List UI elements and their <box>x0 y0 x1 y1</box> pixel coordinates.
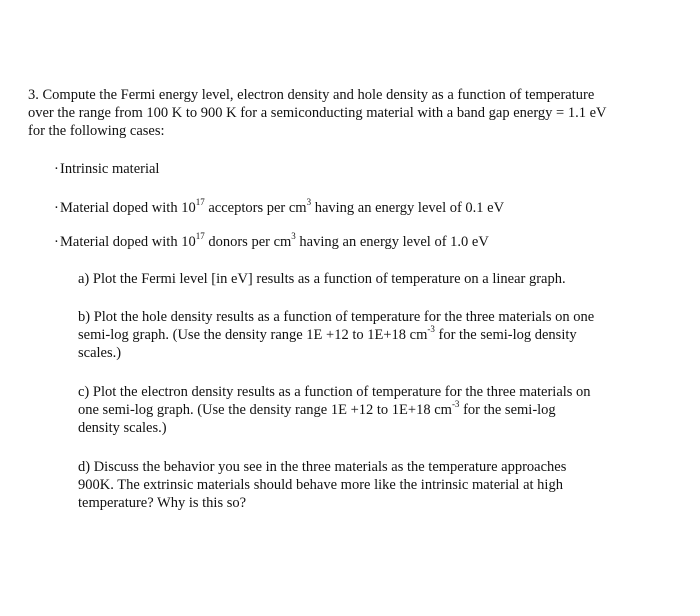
case-donor-doped <box>54 233 654 251</box>
part-b-line-2-pre: semi-log graph. (Use the density range 1E +12 to 1E+18 cm <box>78 327 428 343</box>
part-c <box>78 383 658 437</box>
acceptor-text-pre: Material doped with 10 <box>60 200 196 216</box>
acceptor-text-post: having an energy level of 0.1 eV <box>311 200 505 216</box>
part-c-line-2-pre: one semi-log graph. (Use the density range 1E +12 to 1E+18 cm <box>78 402 452 418</box>
problem-line-3: for the following cases: <box>28 123 165 139</box>
part-c-exponent: -3 <box>451 399 460 410</box>
problem-statement <box>28 86 678 140</box>
part-c-line-3: density scales.) <box>78 420 167 436</box>
part-b-line-3: scales.) <box>78 345 122 361</box>
case-intrinsic <box>54 160 654 178</box>
part-c-line-2 <box>78 401 658 419</box>
part-d <box>78 458 658 512</box>
part-b-line-2 <box>78 326 658 344</box>
acceptor-exponent: 17 <box>195 197 205 208</box>
donor-text-post: having an energy level of 1.0 eV <box>295 234 489 250</box>
bullet: · <box>54 161 59 177</box>
donor-text-pre: Material doped with 10 <box>60 234 196 250</box>
bullet: · <box>54 234 59 250</box>
donor-unit-exponent: 3 <box>291 231 296 242</box>
part-b-line-1: b) Plot the hole density results as a function of temperature for the three materials on one <box>78 309 595 325</box>
part-a-line-1: a) Plot the Fermi level [in eV] results as a function of temperature on a linear graph. <box>78 271 566 287</box>
part-a <box>78 270 658 288</box>
case-acceptor-doped <box>54 199 654 217</box>
part-c-line-1: c) Plot the electron density results as a function of temperature for the three materials on <box>78 384 591 400</box>
part-b-exponent: -3 <box>427 324 435 335</box>
acceptor-unit-exponent: 3 <box>306 197 312 208</box>
acceptor-text-mid: acceptors per cm <box>204 200 307 216</box>
part-d-line-3: temperature? Why is this so? <box>78 495 247 511</box>
bullet: · <box>54 200 59 216</box>
problem-line-1: 3. Compute the Fermi energy level, electron density and hole density as a function of temperature <box>28 87 595 103</box>
part-d-line-2: 900K. The extrinsic materials should behave more like the intrinsic material at high <box>78 477 563 493</box>
donor-text-mid: donors per cm <box>204 234 292 250</box>
case-intrinsic-text: Intrinsic material <box>60 161 160 177</box>
part-b <box>78 308 658 362</box>
part-b-line-2-post: for the semi-log density <box>434 327 577 343</box>
donor-exponent: 17 <box>195 231 205 242</box>
part-c-line-2-post: for the semi-log <box>459 402 556 418</box>
problem-line-2: over the range from 100 K to 900 K for a semiconducting material with a band gap energy = 1.1 eV <box>28 105 607 121</box>
part-d-line-1: d) Discuss the behavior you see in the three materials as the temperature approaches <box>78 459 567 475</box>
